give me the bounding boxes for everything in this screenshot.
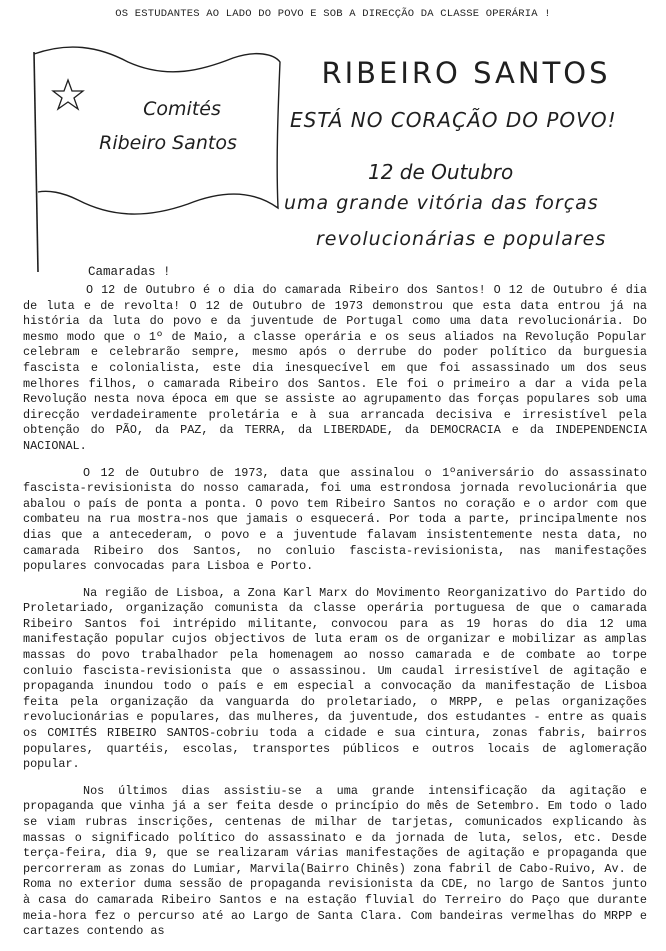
paragraph: Na região de Lisboa, a Zona Karl Marx do Movimento Reorganizativo do Partido do Proletariado, organização comunista da classe operária portuguesa de que o camarada Ribeiro Santos foi intrépido militante, convocou para as 19 horas do dia 12 uma manifestação popular cujos objectivos de luta eram os de organizar e mobilizar as amplas massas do povo trabalhador pela homenagem ao nosso camarada e de combate ao torpe conluio fascista-revisionista que o assassinou. Um caudal irresistível de agitação e propaganda inundou todo o país e em especial a convocação da manifestação de Lisboa feita pela organização da vanguarda do proletariado, o MRPP, e pelas organizações revolucionárias e populares, das mulheres, da juventude, dos estudantes - entre as quais os COMITÉS RIBEIRO SANTOS-cobriu toda a cidade e sua cintura, zonas fabris, bairros populares, quartéis, escolas, transportes públicos e outros locais de aglomeração popular. (23, 585, 647, 772)
flag-line-1: Comités (143, 98, 221, 120)
flag-emblem (28, 40, 290, 275)
date-heading: 12 de Outubro (368, 160, 514, 184)
flag-line-2: Ribeiro Santos (99, 132, 237, 154)
paragraph: Nos últimos dias assistiu-se a uma grande intensificação da agitação e propaganda que vinha já a ser feita desde o princípio do mês de Setembro. Em todo o lado se viam rubras inscrições, centenas de milhar de tarjetas, comunicados explicando às massas o significado político do assassinato e da jornada de luta, selos, etc. Desde terça-feira, dia 9, que se realizaram várias manifestações de agitação e propaganda que percorreram as zonas do Lumiar, Marvila(Bairro Chinês) zona fabril de Cabo-Ruivo, Av. de Roma no exterior duma sessão de propaganda revisionista da CDE, no largo de Santos junto à casa do camarada Ribeiro Santos e na estação fluvial do Terreiro do Paço que durante meia-hora fez o percurso até ao Largo de Santa Clara. Com bandeiras vermelhas do MRPP e cartazes contendo as (23, 783, 647, 939)
paragraph: O 12 de Outubro de 1973, data que assinalou o 1ºaniversário do assassinato fascista-revisionista do nosso camarada, foi uma estrondosa jornada revolucionária que abalou o país de ponta a ponta. O povo tem Ribeiro Santos no coração e o ardor com que combateu na rua mostra-nos que jamais o esquecerá. Por toda a parte, principalmente nos dias que a antecederam, o povo e a juventude falavam insistentemente nesta data, no camarada Ribeiro dos Santos, no conluio fascista-revisionista, nas manifestações populares convocadas para Lisboa e Porto. (23, 465, 647, 574)
greeting: Camaradas ! (88, 265, 171, 279)
paragraph: O 12 de Outubro é o dia do camarada Ribeiro dos Santos! O 12 de Outubro é dia de luta e de revolta! O 12 de Outubro de 1973 demonstrou que esta data entrou já na história da luta do povo e da juventude de Portugal como uma data revolucionária. Do mesmo modo que o 1º de Maio, a classe operária e os seus aliados na Revolução Popular celebram e celebrarão sempre, mesmo após o derrube do poder político da burguesia fascista e colonialista, este dia inesquecível em que foi assassinado um dos seus melhores filhos, o camarada Ribeiro dos Santos. Ele foi o primeiro a dar a vida pela Revolução nesta nova época em que se assiste ao agrupamento das forças populares sob uma direcção verdadeiramente proletária e à sua arrancada decisiva e irresistível pela obtenção do PÃO, da PAZ, da TERRA, da LIBERDADE, da DEMOCRACIA e da INDEPENDENCIA NACIONAL. (23, 283, 647, 453)
star-icon (53, 80, 83, 109)
subtitle: ESTÁ NO CORAÇÃO DO POVO! (290, 108, 617, 132)
flag-drawing (28, 40, 290, 275)
top-slogan: OS ESTUDANTES AO LADO DO POVO E SOB A DIRECÇÃO DA CLASSE OPERÁRIA ! (115, 8, 551, 20)
article-body (23, 283, 647, 951)
tagline-line-2: revolucionárias e populares (316, 228, 607, 250)
tagline-line-1: uma grande vitória das forças (284, 192, 599, 214)
main-title: RIBEIRO SANTOS (321, 56, 611, 90)
